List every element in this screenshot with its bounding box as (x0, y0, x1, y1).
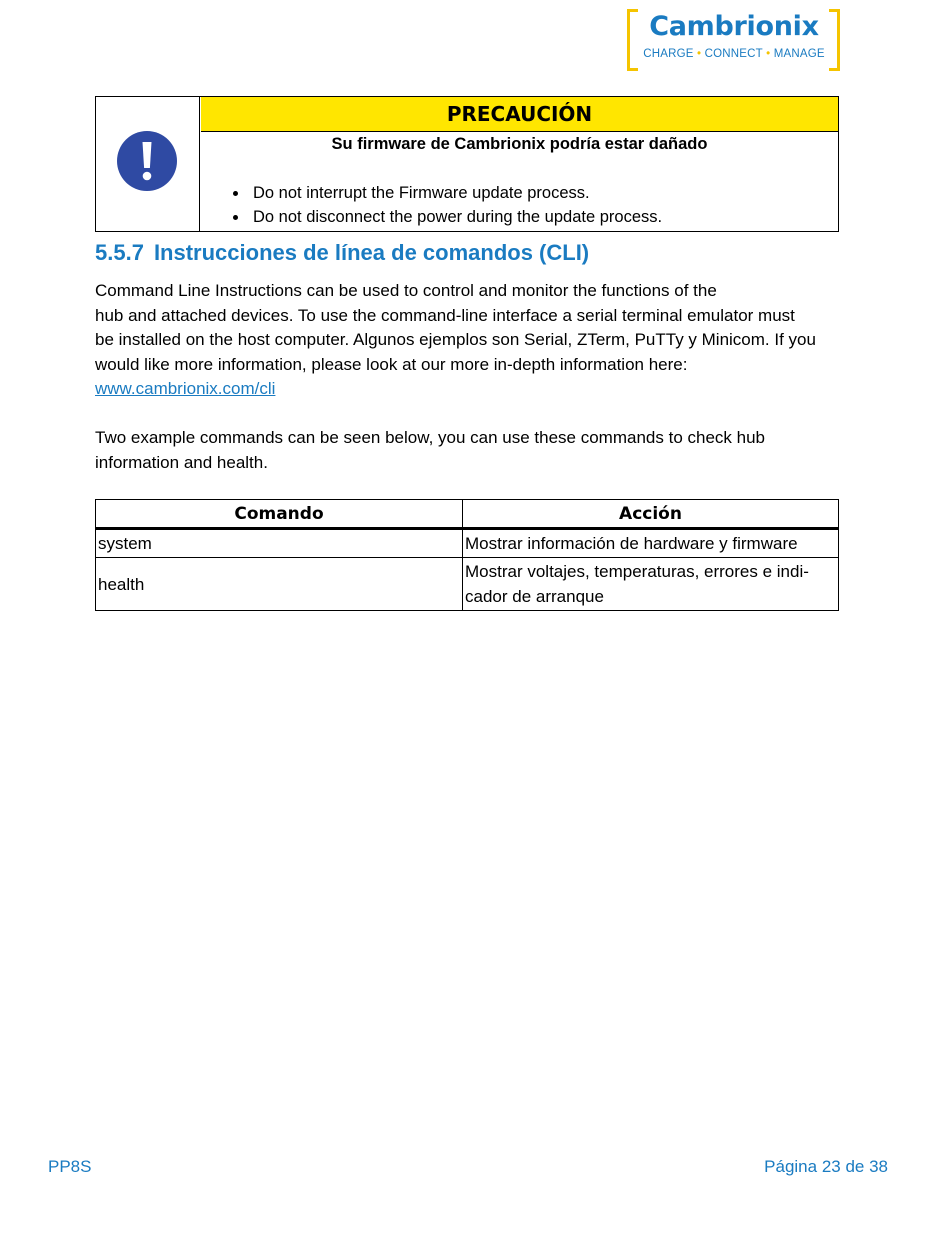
section-title: Instrucciones de línea de comandos (CLI) (153, 240, 590, 265)
exclamation-circle-icon (117, 131, 177, 191)
cambrionix-logo (627, 9, 840, 67)
paragraph-line: Command Line Instructions can be used to control and monitor the functions of the (95, 281, 717, 300)
section-number: 5.5.7 (95, 240, 144, 265)
footer-page-number: Página 23 de 38 (764, 1157, 888, 1176)
logo-name: Cambrionix (649, 11, 819, 42)
paragraph-line: would like more information, please look at our more in-depth information here: (95, 354, 688, 374)
logo-tagline (641, 48, 827, 60)
intro-paragraph (95, 279, 845, 402)
logo-tag-connect: CONNECT (704, 48, 763, 60)
command-table (95, 499, 839, 611)
command-cell: system (96, 529, 463, 558)
paragraph-line: information and health. (95, 452, 268, 472)
caution-icon-cell (96, 97, 200, 231)
section-heading (95, 240, 589, 266)
example-paragraph (95, 426, 845, 475)
logo-tag-manage: MANAGE (773, 48, 825, 60)
action-line: Mostrar voltajes, temperaturas, errores e indi- (465, 562, 809, 581)
action-cell (463, 558, 839, 611)
table-row (96, 529, 839, 558)
table-row (96, 558, 839, 611)
action-cell (463, 529, 839, 558)
footer-model: PP8S (48, 1157, 92, 1176)
caution-subtitle: Su firmware de Cambrionix podría estar dañado (331, 135, 708, 153)
logo-bracket-right (829, 9, 840, 71)
paragraph-line: hub and attached devices. To use the command-line interface a serial terminal emulator must (95, 305, 795, 325)
action-line: cador de arranque (465, 587, 604, 606)
caution-bullet: • Do not interrupt the Firmware update process. (249, 181, 662, 205)
paragraph-line: Two example commands can be seen below, you can use these commands to check hub (95, 428, 765, 447)
caution-box (95, 96, 839, 232)
paragraph-line: be installed on the host computer. Algunos ejemplos son Serial, ZTerm, PuTTy y Minicom. If you (95, 330, 816, 349)
logo-tag-separator: • (697, 48, 702, 60)
column-header-action: Acción (463, 500, 839, 529)
caution-bullet: • Do not disconnect the power during the update process. (249, 205, 662, 229)
command-cell: health (96, 558, 463, 611)
column-header-command: Comando (96, 500, 463, 529)
caution-title: PRECAUCIÓN (201, 97, 838, 132)
logo-tag-separator: • (766, 48, 771, 60)
cli-link[interactable]: www.cambrionix.com/cli (95, 379, 276, 398)
logo-bracket-left (627, 9, 638, 71)
logo-tag-charge: CHARGE (643, 48, 694, 60)
caution-bullet-list (201, 181, 662, 229)
table-header-row (96, 500, 839, 529)
action-line: Mostrar información de hardware y firmware (465, 534, 798, 553)
